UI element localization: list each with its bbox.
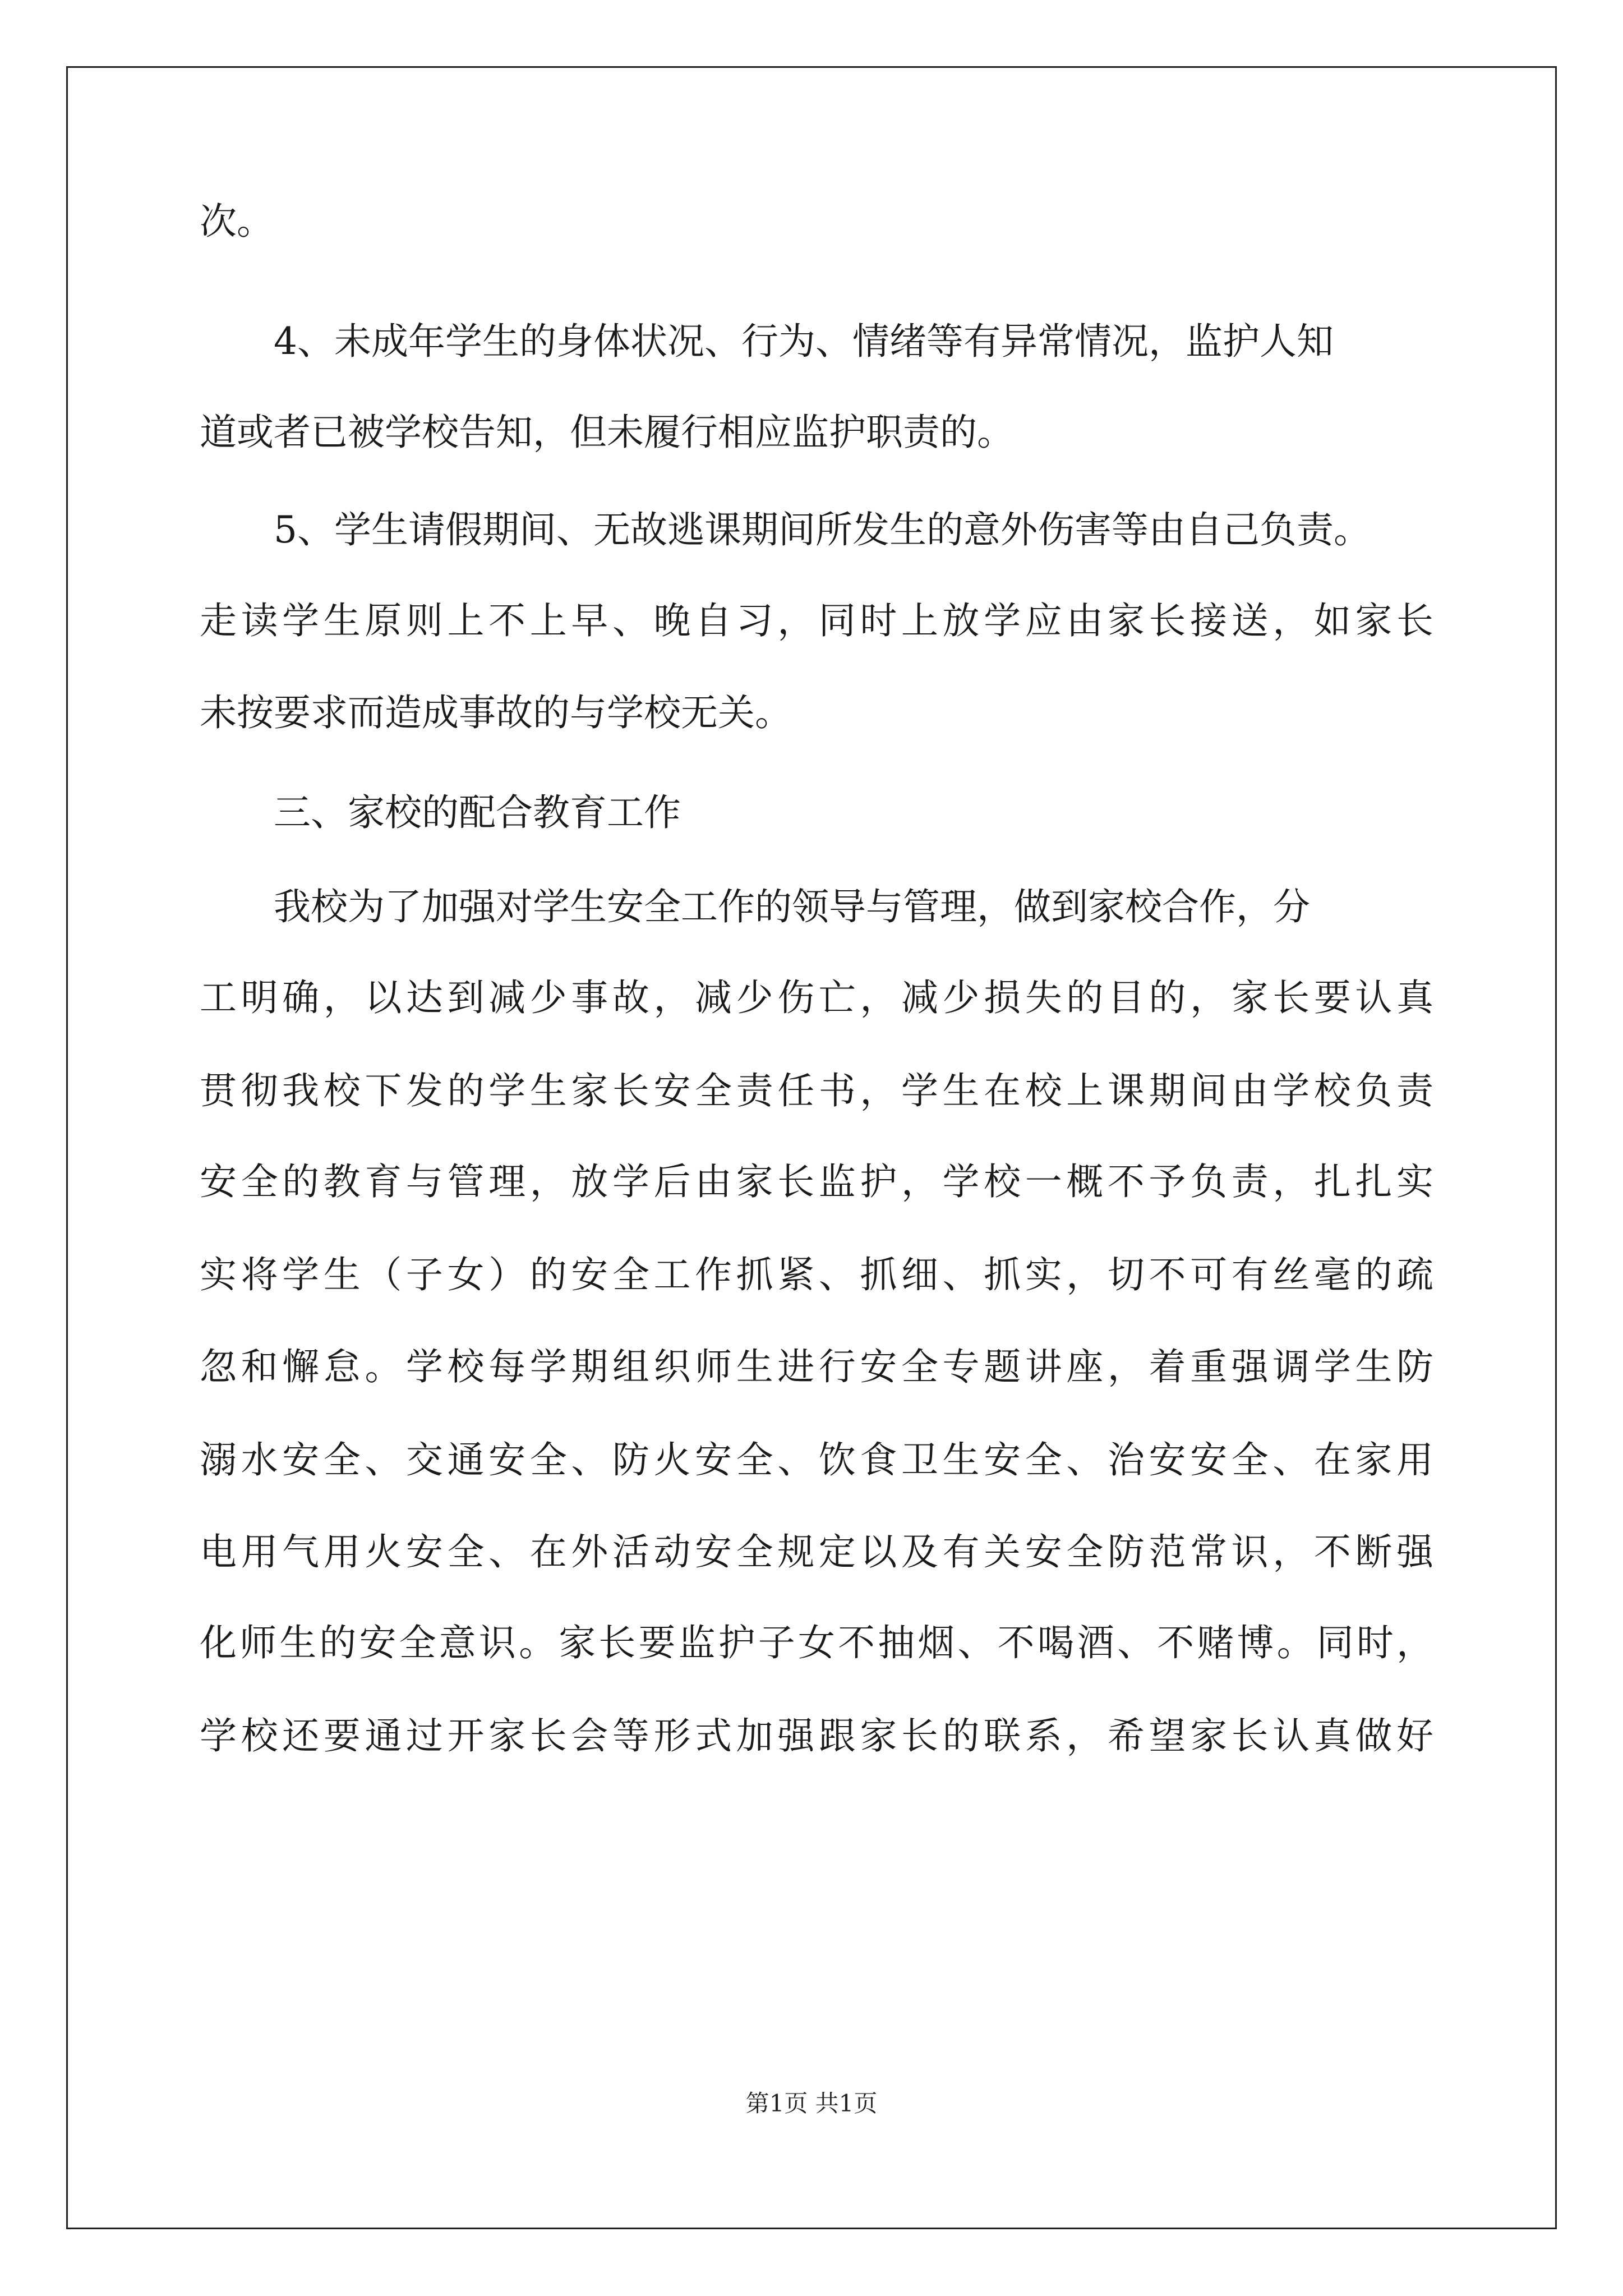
paragraph-line: 道或者已被学校告知，但未履行相应监护职责的。 [200,411,1014,454]
paragraph-line: 电用气用火安全、在外活动安全规定以及有关安全防范常识，不断强 [200,1530,1433,1573]
paragraph-line: 工明确，以达到减少事故，减少伤亡，减少损失的目的，家长要认真 [200,976,1433,1019]
paragraph-line: 走读学生原则上不上早、晚自习，同时上放学应由家长接送，如家长 [200,599,1433,642]
paragraph-line: 4、未成年学生的身体状况、行为、情绪等有异常情况，监护人知 [274,320,1334,363]
paragraph-line: 安全的教育与管理，放学后由家长监护，学校一概不予负责，扎扎实 [200,1160,1433,1203]
paragraph-line: 溺水安全、交通安全、防火安全、饮食卫生安全、治安安全、在家用 [200,1438,1433,1481]
paragraph-line: 化师生的安全意识。家长要监护子女不抽烟、不喝酒、不赌博。同时， [200,1621,1433,1664]
page-footer: 第1页 共1页 [745,2090,878,2117]
paragraph-line: 实将学生（子女）的安全工作抓紧、抓细、抓实，切不可有丝毫的疏 [200,1253,1433,1296]
page-border [66,66,1557,2229]
paragraph-line: 忽和懈怠。学校每学期组织师生进行安全专题讲座，着重强调学生防 [200,1345,1433,1388]
paragraph-line: 我校为了加强对学生安全工作的领导与管理，做到家校合作，分 [274,885,1310,928]
paragraph-line: 学校还要通过开家长会等形式加强跟家长的联系，希望家长认真做好 [200,1714,1433,1757]
paragraph-line: 未按要求而造成事故的与学校无关。 [200,691,792,734]
section-heading: 三、家校的配合教育工作 [274,791,681,834]
paragraph-line: 次。 [200,200,274,243]
paragraph-line: 贯彻我校下发的学生家长安全责任书，学生在校上课期间由学校负责 [200,1069,1433,1112]
paragraph-line: 5、学生请假期间、无故逃课期间所发生的意外伤害等由自己负责。 [274,508,1371,551]
